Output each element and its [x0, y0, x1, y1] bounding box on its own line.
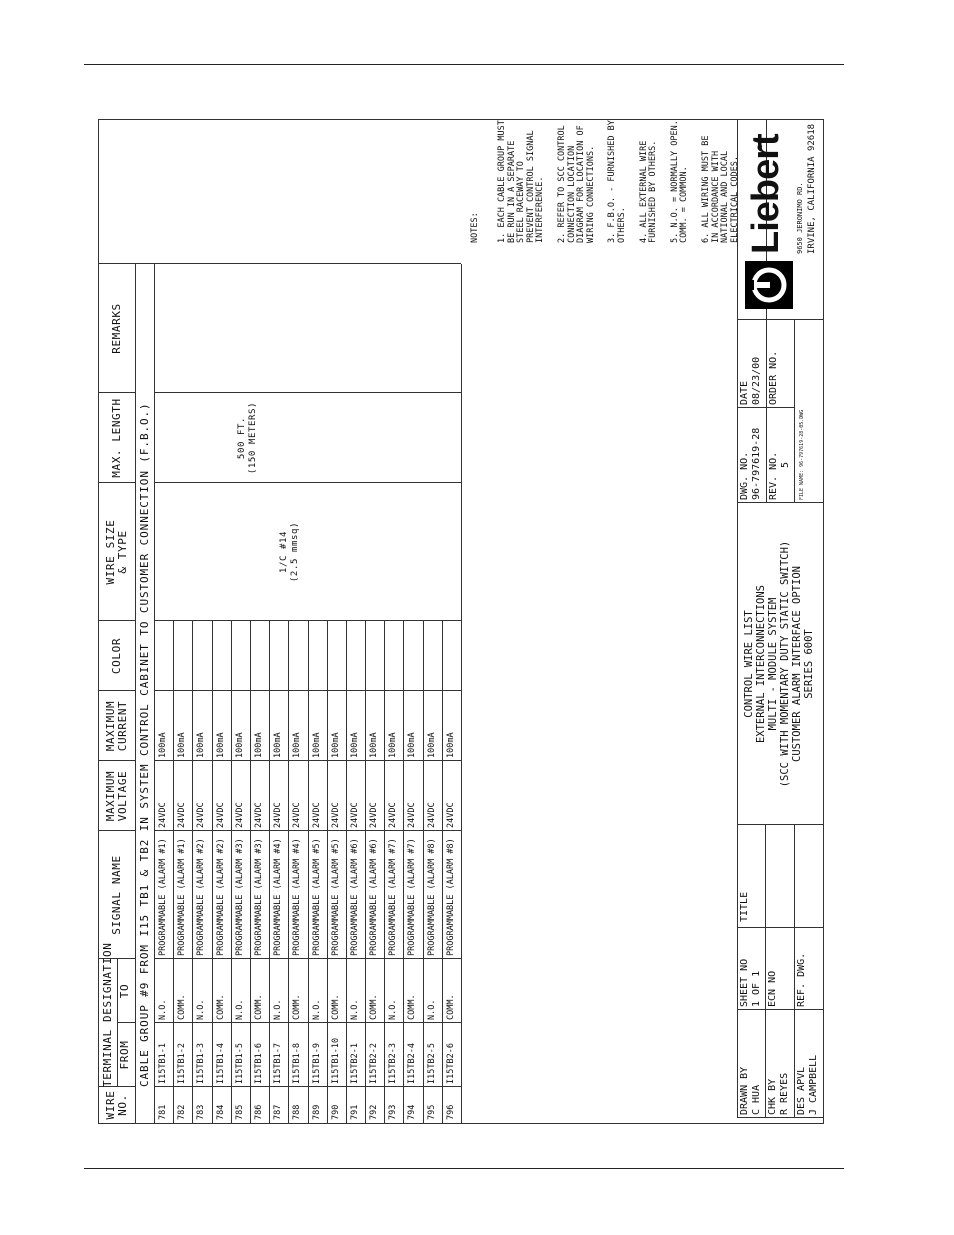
voltage-cell: 24VDC [369, 802, 380, 828]
sheet-no-label: SHEET NO [739, 958, 750, 1007]
wire-no-cell: 785 [234, 1104, 245, 1120]
drawing-title: CONTROL WIRE LIST EXTERNAL INTERCONNECTIONS MULTI - MODULE SYSTEM (SCC WITH MOMENTARY DUTY STATIC SWITCH) CUSTOMER ALARM INTERFACE OPTION SERIES 600T [743, 540, 815, 788]
current-cell: 100mA [407, 732, 418, 758]
table-bottom-border [461, 264, 462, 1123]
table-row [403, 621, 422, 1123]
current-cell: 100mA [426, 732, 437, 758]
sheet-no: 1 OF 1 [751, 970, 762, 1007]
table-row [346, 621, 365, 1123]
title-block [737, 120, 823, 1118]
signal-cell: PROGRAMMABLE (ALARM #6) [369, 838, 380, 956]
to-cell: N.O. [388, 999, 399, 1020]
ecn-no-label: ECN NO [767, 970, 778, 1007]
to-cell: N.O. [158, 999, 168, 1020]
table-row [154, 621, 173, 1123]
voltage-cell: 24VDC [407, 802, 418, 828]
signal-cell: PROGRAMMABLE (ALARM #3) [234, 838, 245, 956]
wire-no-cell: 790 [330, 1104, 341, 1120]
note-item: 2. REFER TO SCC CONTROL CONNECTION LOCATION DIAGRAM FOR LOCATION OF WIRING CONNECTIONS. [557, 125, 596, 243]
cable-group-title: CABLE GROUP #9 FROM I15 TB1 & TB2 IN SYSTEM CONTROL CABINET TO CUSTOMER CONNECTION (F.B.O.) [138, 402, 151, 1087]
signal-cell: PROGRAMMABLE (ALARM #4) [292, 838, 303, 956]
current-cell: 100mA [369, 732, 380, 758]
wire-no-cell: 791 [349, 1104, 360, 1120]
from-cell: I15TB1-10 [330, 1037, 341, 1084]
signal-cell: PROGRAMMABLE (ALARM #7) [407, 838, 418, 956]
wire-no-cell: 786 [253, 1104, 264, 1120]
current-cell: 100mA [253, 732, 264, 758]
wire-no-cell: 794 [407, 1104, 418, 1120]
liebert-logo [740, 124, 800, 312]
wire-no-cell: 787 [273, 1104, 284, 1120]
to-cell: N.O. [349, 999, 360, 1020]
current-cell: 100mA [445, 732, 456, 758]
ref-dwg-label: REF. DWG. [796, 952, 807, 1007]
liebert-mark-icon [744, 260, 794, 310]
current-cell: 100mA [292, 732, 303, 758]
max-length-value: 500 FT. (150 METERS) [237, 401, 258, 475]
to-cell: N.O. [273, 999, 284, 1020]
current-cell: 100mA [234, 732, 245, 758]
from-cell: I15TB2-3 [388, 1043, 399, 1084]
from-cell: I15TB2-6 [445, 1043, 456, 1084]
wire-no-cell: 789 [311, 1104, 322, 1120]
table-row [269, 621, 288, 1123]
to-cell: COMM. [292, 994, 303, 1020]
to-cell: COMM. [177, 994, 188, 1020]
date: 08/23/00 [751, 356, 762, 405]
signal-cell: PROGRAMMABLE (ALARM #8) [445, 838, 456, 956]
to-cell: N.O. [311, 999, 322, 1020]
wire-no-cell: 788 [292, 1104, 303, 1120]
drawing-frame [98, 119, 824, 1124]
voltage-cell: 24VDC [158, 802, 168, 828]
des-apvl-label: DES APVL [796, 1066, 807, 1115]
wire-size-value: 1/C #14 (2.5 mmsq) [279, 521, 300, 583]
table-row [288, 621, 307, 1123]
signal-cell: PROGRAMMABLE (ALARM #3) [253, 838, 264, 956]
wire-list-table [99, 120, 461, 1123]
current-cell: 100mA [158, 732, 168, 758]
current-cell: 100mA [330, 732, 341, 758]
col-remarks: REMARKS [110, 303, 123, 354]
table-row [442, 621, 461, 1123]
col-terminal-designation: TERMINAL DESIGNATION [101, 942, 114, 1087]
table-row [192, 621, 211, 1123]
rev-no: 5 [780, 461, 791, 468]
table-row [327, 621, 346, 1123]
to-cell: N.O. [426, 999, 437, 1020]
order-no-label: ORDER NO. [768, 350, 779, 405]
from-cell: I15TB2-2 [369, 1043, 380, 1084]
wire-no-cell: 782 [177, 1104, 188, 1120]
wire-no-cell: 784 [215, 1104, 226, 1120]
voltage-cell: 24VDC [445, 802, 456, 828]
signal-cell: PROGRAMMABLE (ALARM #8) [426, 838, 437, 956]
file-name: FILE NAME: 96-797619-28-05.DWG [799, 409, 805, 500]
title-label: TITLE [739, 891, 750, 922]
chk-by-label: CHK BY [767, 1078, 778, 1115]
from-cell: I15TB2-4 [407, 1043, 418, 1084]
chk-by: R REYES [779, 1072, 790, 1115]
to-cell: N.O. [234, 999, 245, 1020]
to-cell: COMM. [215, 994, 226, 1020]
to-cell: COMM. [253, 994, 264, 1020]
voltage-cell: 24VDC [330, 802, 341, 828]
current-cell: 100mA [215, 732, 226, 758]
voltage-cell: 24VDC [177, 802, 188, 828]
table-row [212, 621, 231, 1123]
current-cell: 100mA [388, 732, 399, 758]
from-cell: I15TB1-2 [177, 1043, 188, 1084]
voltage-cell: 24VDC [234, 802, 245, 828]
wire-rows [154, 621, 461, 1123]
table-row [384, 621, 403, 1123]
signal-cell: PROGRAMMABLE (ALARM #2) [215, 838, 226, 956]
dwg-no: 96-797619-28 [751, 427, 762, 500]
wire-no-cell: 781 [158, 1104, 168, 1120]
table-row [423, 621, 442, 1123]
voltage-cell: 24VDC [311, 802, 322, 828]
col-to: TO [118, 983, 131, 999]
from-cell: I15TB2-5 [426, 1043, 437, 1084]
from-cell: I15TB1-9 [311, 1043, 322, 1084]
current-cell: 100mA [273, 732, 284, 758]
voltage-cell: 24VDC [292, 802, 303, 828]
company-name: Liebert [745, 134, 787, 254]
wire-no-cell: 793 [388, 1104, 399, 1120]
bottom-rule [84, 1168, 844, 1169]
drawing-sheet [99, 120, 823, 1123]
to-cell: COMM. [407, 994, 418, 1020]
wire-no-cell: 796 [445, 1104, 456, 1120]
current-cell: 100mA [349, 732, 360, 758]
wire-no-cell: 783 [196, 1104, 207, 1120]
table-row [365, 621, 384, 1123]
rev-no-label: REV. NO. [768, 451, 779, 500]
to-cell: COMM. [445, 994, 456, 1020]
signal-cell: PROGRAMMABLE (ALARM #1) [158, 838, 168, 956]
signal-cell: PROGRAMMABLE (ALARM #4) [273, 838, 284, 956]
note-item: 3. F.B.O. - FURNISHED BY OTHERS. [607, 120, 627, 243]
notes-block [470, 120, 740, 243]
from-cell: I15TB1-5 [234, 1043, 245, 1084]
note-item: 4. ALL EXTERNAL WIRE FURNISHED BY OTHERS. [638, 140, 659, 243]
from-cell: I15TB1-8 [292, 1043, 303, 1084]
signal-cell: PROGRAMMABLE (ALARM #7) [388, 838, 399, 956]
signal-cell: PROGRAMMABLE (ALARM #6) [349, 838, 360, 956]
from-cell: I15TB1-6 [253, 1043, 264, 1084]
top-rule [84, 64, 844, 65]
current-cell: 100mA [177, 732, 188, 758]
to-cell: N.O. [196, 999, 207, 1020]
to-cell: COMM. [330, 994, 341, 1020]
table-row [308, 621, 327, 1123]
table-row [250, 621, 269, 1123]
from-cell: I15TB1-3 [196, 1043, 207, 1084]
voltage-cell: 24VDC [215, 802, 226, 828]
signal-cell: PROGRAMMABLE (ALARM #5) [311, 838, 322, 956]
from-cell: I15TB1-1 [158, 1043, 168, 1084]
voltage-cell: 24VDC [196, 802, 207, 828]
notes-heading: NOTES: [470, 212, 480, 243]
table-row [173, 621, 192, 1123]
col-wire-no: WIRE NO. [104, 1090, 129, 1120]
table-row [231, 621, 250, 1123]
address-line-2: IRVINE, CALIFORNIA 92618 [807, 123, 817, 254]
note-item: 5. N.O. = NORMALLY OPEN. COMM. = COMMON. [669, 120, 690, 243]
voltage-cell: 24VDC [426, 802, 437, 828]
col-from: FROM [118, 1040, 131, 1070]
to-cell: COMM. [369, 994, 380, 1020]
note-item: 6. ALL WIRING MUST BE IN ACCORDANCE WITH NATIONAL AND LOCAL ELECTRICAL CODES. [701, 135, 740, 243]
note-item: 1. EACH CABLE GROUP MUST BE RUN IN A SEPARATE STEEL RACEWAY TO PREVENT CONTROL SIGNAL INTERFERENCE. [497, 120, 546, 243]
date-label: DATE [739, 380, 750, 405]
signal-cell: PROGRAMMABLE (ALARM #2) [196, 838, 207, 956]
voltage-cell: 24VDC [349, 802, 360, 828]
col-wire-size: WIRE SIZE & TYPE [104, 519, 129, 585]
voltage-cell: 24VDC [273, 802, 284, 828]
wire-no-cell: 792 [369, 1104, 380, 1120]
wire-no-cell: 795 [426, 1104, 437, 1120]
des-apvl: J CAMPBELL [808, 1054, 819, 1115]
voltage-cell: 24VDC [388, 802, 399, 828]
col-max-length: MAX. LENGTH [110, 398, 123, 478]
voltage-cell: 24VDC [253, 802, 264, 828]
address-line-1: 9650 JERONIMO RD. [796, 182, 804, 254]
from-cell: I15TB2-1 [349, 1043, 360, 1084]
signal-cell: PROGRAMMABLE (ALARM #5) [330, 838, 341, 956]
current-cell: 100mA [196, 732, 207, 758]
drawn-by: C HUA [751, 1084, 762, 1115]
drawn-by-label: DRAWN BY [739, 1066, 750, 1115]
from-cell: I15TB1-7 [273, 1043, 284, 1084]
col-signal-name: SIGNAL NAME [110, 855, 123, 935]
header-bottom-line [135, 264, 136, 1123]
col-color: COLOR [110, 637, 123, 675]
col-max-voltage: MAXIMUM VOLTAGE [104, 770, 129, 822]
current-cell: 100mA [311, 732, 322, 758]
signal-cell: PROGRAMMABLE (ALARM #1) [177, 838, 188, 956]
col-max-current: MAXIMUM CURRENT [104, 700, 129, 752]
from-cell: I15TB1-4 [215, 1043, 226, 1084]
dwg-no-label: DWG. NO. [739, 451, 750, 500]
